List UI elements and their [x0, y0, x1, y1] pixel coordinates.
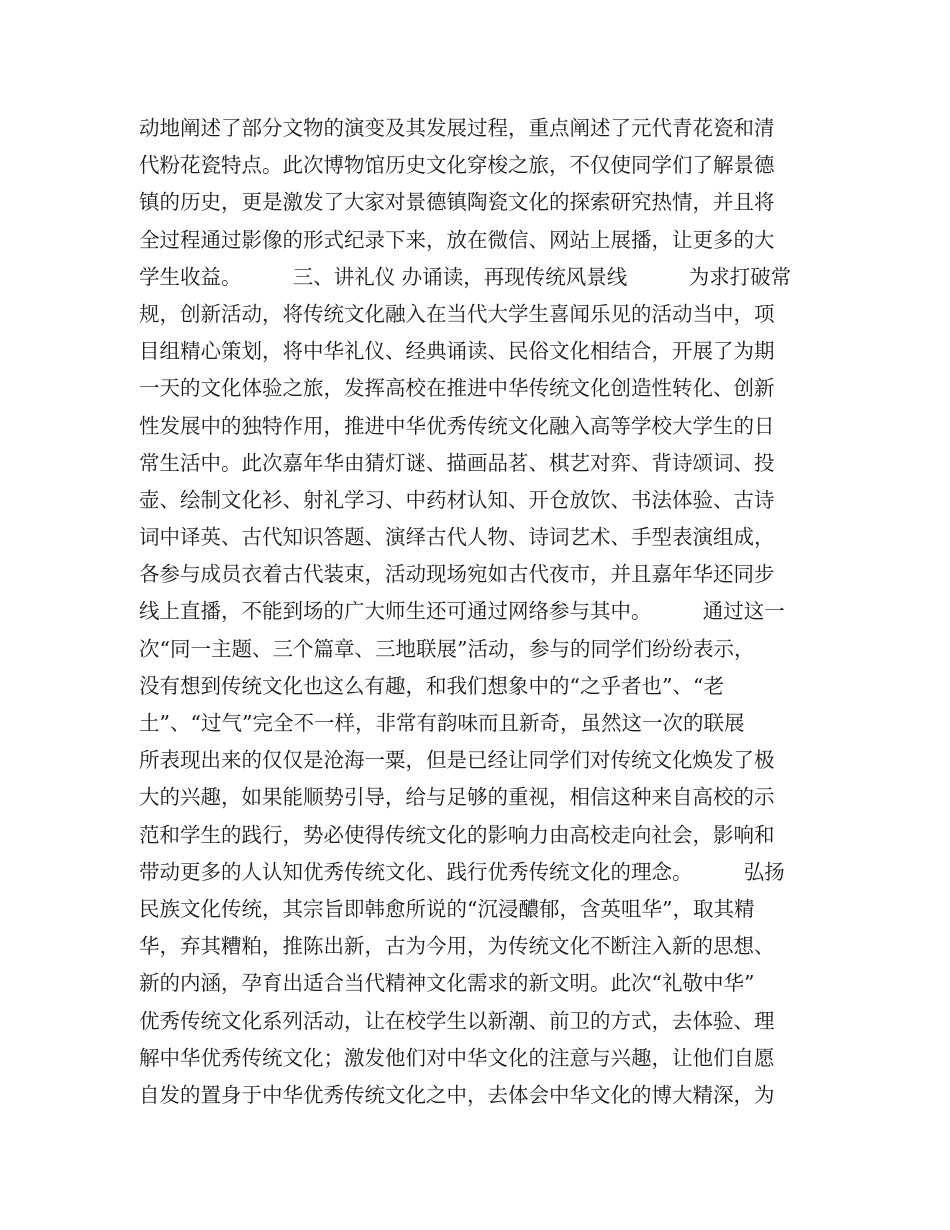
text-line: 镇的历史，更是激发了大家对景德镇陶瓷文化的探索研究热情，并且将 — [139, 190, 775, 215]
text-line: 性发展中的独特作用，推进中华优秀传统文化融入高等学校大学生的日 — [139, 413, 775, 438]
text-line: 范和学生的践行，势必使得传统文化的影响力由高校走向社会，影响和 — [139, 822, 775, 847]
text-line: 目组精心策划，将中华礼仪、经典诵读、民俗文化相结合，开展了为期 — [139, 339, 775, 364]
text-line: 带动更多的人认知优秀传统文化、践行优秀传统文化的理念。 弘扬 — [139, 859, 785, 884]
text-line: 线上直播，不能到场的广大师生还可通过网络参与其中。 通过这一 — [139, 599, 785, 624]
text-line: 大的兴趣，如果能顺势引导，给与足够的重视，相信这种来自高校的示 — [139, 785, 775, 810]
text-line: 所表现出来的仅仅是沧海一粟，但是已经让同学们对传统文化焕发了极 — [139, 748, 775, 773]
text-line: 动地阐述了部分文物的演变及其发展过程，重点阐述了元代青花瓷和清 — [139, 116, 775, 140]
text-line: 词中译英、古代知识答题、演绎古代人物、诗词艺术、手型表演组成， — [139, 525, 775, 550]
text-line: 新的内涵，孕育出适合当代精神文化需求的新文明。此次“礼敬中华” — [139, 971, 755, 996]
text-line: 常生活中。此次嘉年华由猜灯谜、描画品茗、棋艺对弈、背诗颂词、投 — [139, 450, 775, 475]
text-line: 解中华优秀传统文化；激发他们对中华文化的注意与兴趣，让他们自愿 — [139, 1045, 775, 1070]
text-line: 民族文化传统，其宗旨即韩愈所说的“沉浸醲郁，含英咀华”，取其精 — [139, 896, 755, 921]
text-line: 各参与成员衣着古代装束，活动现场宛如古代夜市，并且嘉年华还同步 — [139, 562, 775, 587]
text-line: 华，弃其糟粕，推陈出新，古为今用，为传统文化不断注入新的思想、 — [139, 934, 775, 959]
text-line: 土”、“过气”完全不一样，非常有韵味而且新奇，虽然这一次的联展 — [139, 711, 745, 735]
text-line: 一天的文化体验之旅，发挥高校在推进中华传统文化创造性转化、创新 — [139, 376, 775, 401]
text-line: 没有想到传统文化也这么有趣，和我们想象中的“之乎者也”、“老 — [139, 673, 724, 698]
text-line: 学生收益。 三、讲礼仪 办诵读，再现传统风景线 为求打破常 — [139, 264, 792, 289]
body-text — [139, 110, 819, 1114]
text-line: 规，创新活动，将传统文化融入在当代大学生喜闻乐见的活动当中，项 — [139, 301, 775, 326]
text-line: 优秀传统文化系列活动，让在校学生以新潮、前卫的方式，去体验、理 — [139, 1008, 775, 1033]
text-line: 全过程通过影像的形式纪录下来，放在微信、网站上展播，让更多的大 — [139, 227, 775, 252]
text-line: 自发的置身于中华优秀传统文化之中，去体会中华文化的博大精深，为 — [139, 1082, 775, 1107]
text-line: 壶、绘制文化衫、射礼学习、中药材认知、开仓放饮、书法体验、古诗 — [139, 487, 775, 512]
text-line: 代粉花瓷特点。此次博物馆历史文化穿梭之旅，不仅使同学们了解景德 — [139, 153, 775, 178]
text-line: 次“同一主题、三个篇章、三地联展”活动，参与的同学们纷纷表示， — [139, 636, 755, 661]
